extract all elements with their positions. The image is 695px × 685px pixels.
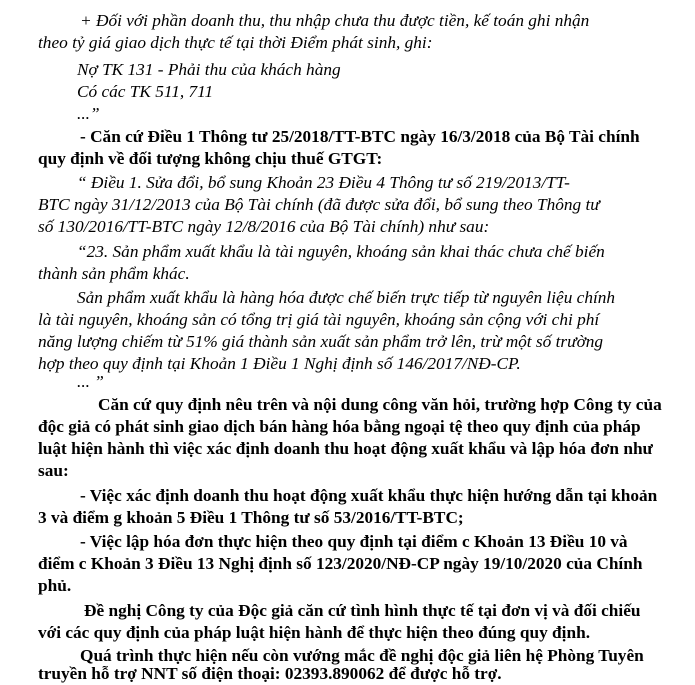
text-line: năng lượng chiếm từ 51% giá thành sản xuất sản phẩm trở lên, trừ một số trường — [38, 332, 604, 351]
text-line: thành sản phẩm khác. — [38, 264, 190, 283]
text-line: ... ” — [77, 372, 104, 391]
text-line: Nợ TK 131 - Phải thu của khách hàng — [77, 60, 341, 79]
text-line: Căn cứ quy định nêu trên và nội dung công văn hỏi, trường hợp Công ty của — [98, 395, 662, 414]
text-line: Đề nghị Công ty của Độc giả căn cứ tình hình thực tế tại đơn vị và đối chiếu — [84, 601, 641, 620]
text-line: theo tỷ giá giao dịch thực tế tại thời Điểm phát sinh, ghi: — [38, 33, 433, 52]
text-line: “23. Sản phẩm xuất khẩu là tài nguyên, khoáng sản khai thác chưa chế biến — [77, 242, 605, 261]
text-line: Có các TK 511, 711 — [77, 82, 214, 101]
text-line: luật hiện hành thì việc xác định doanh thu hoạt động xuất khẩu và lập hóa đơn như — [38, 439, 653, 458]
text-line: “ Điều 1. Sửa đổi, bổ sung Khoản 23 Điều 4 Thông tư số 219/2013/TT- — [77, 173, 570, 192]
text-line: + Đối với phần doanh thu, thu nhập chưa thu được tiền, kế toán ghi nhận — [80, 11, 590, 30]
text-line: phủ. — [38, 576, 72, 595]
text-line: - Căn cứ Điều 1 Thông tư 25/2018/TT-BTC ngày 16/3/2018 của Bộ Tài chính — [80, 127, 640, 146]
text-line: Quá trình thực hiện nếu còn vướng mắc đề nghị độc giả liên hệ Phòng Tuyên — [80, 646, 644, 665]
text-line: quy định về đối tượng không chịu thuế GTGT: — [38, 149, 383, 168]
text-line: số 130/2016/TT-BTC ngày 12/8/2016 của Bộ Tài chính) như sau: — [38, 217, 490, 236]
text-line: truyền hỗ trợ NNT số điện thoại: 02393.890062 để được hỗ trợ. — [38, 664, 502, 683]
text-line: độc giả có phát sinh giao dịch bán hàng hóa bằng ngoại tệ theo quy định của pháp — [38, 417, 641, 436]
text-line: điểm c Khoản 3 Điều 13 Nghị định số 123/2020/NĐ-CP ngày 19/10/2020 của Chính — [38, 554, 643, 573]
text-line: 3 và điểm g khoản 5 Điều 1 Thông tư số 53/2016/TT-BTC; — [38, 508, 464, 527]
text-line: hợp theo quy định tại Khoản 1 Điều 1 Nghị định số 146/2017/NĐ-CP. — [38, 354, 521, 373]
text-line: - Việc lập hóa đơn thực hiện theo quy định tại điểm c Khoản 13 Điều 10 và — [80, 532, 628, 551]
text-line: với các quy định của pháp luật hiện hành để thực hiện theo đúng quy định. — [38, 623, 591, 642]
text-line: sau: — [38, 461, 69, 480]
text-line: Sản phẩm xuất khẩu là hàng hóa được chế biến trực tiếp từ nguyên liệu chính — [77, 288, 616, 307]
text-line: là tài nguyên, khoáng sản có tổng trị giá tài nguyên, khoáng sản cộng với chi phí — [38, 310, 600, 329]
text-line: - Việc xác định doanh thu hoạt động xuất khẩu thực hiện hướng dẫn tại khoản — [80, 486, 658, 505]
text-line: ...” — [77, 104, 100, 123]
text-line: BTC ngày 31/12/2013 của Bộ Tài chính (đã được sửa đổi, bổ sung theo Thông tư — [38, 195, 600, 214]
